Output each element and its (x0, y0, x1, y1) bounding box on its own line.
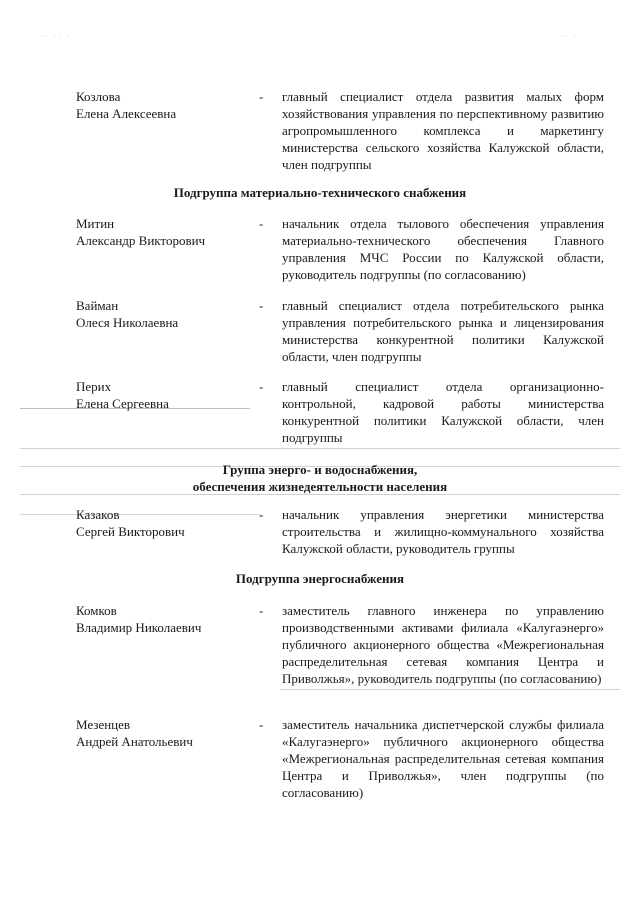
member-role: начальник управления энергетики министерства строительства и жилищно-коммунального хозяйства Калужской области, руководитель группы (282, 507, 604, 556)
member-role: начальник отдела тылового обеспечения управления материально-технического обеспечения Главного управления МЧС России по Калужской области, руководитель подгруппы (по согласованию) (282, 216, 604, 282)
member-name: Казаков Сергей Викторович (76, 507, 185, 539)
separator-dash: - (259, 507, 264, 522)
separator-dash: - (259, 717, 264, 732)
separator-dash: - (259, 298, 264, 313)
member-name: Козлова Елена Алексеевна (76, 89, 177, 121)
member-name: Перих Елена Сергеевна (76, 379, 169, 411)
member-name: Вайман Олеся Николаевна (76, 298, 179, 330)
member-name: Комков Владимир Николаевич (76, 603, 202, 635)
member-role: главный специалист отдела потребительского рынка управления потребительского рынка и лицензирования министерства конкурентной политики Калужской области, член подгруппы (282, 298, 604, 364)
scan-noise: ·· · (560, 32, 578, 41)
separator-dash: - (259, 216, 264, 231)
member-role: главный специалист отдела организационно-контрольной, кадровой работы министерства конкурентной политики Калужской области, член подгруппы (282, 379, 604, 445)
subgroup-heading: Подгруппа материально-технического снабжения (173, 185, 467, 200)
separator-dash: - (259, 379, 264, 394)
member-role: заместитель начальника диспетчерской службы филиала «Калугаэнерго» публичного акционерного общества «Межрегиональная распределительная сетевая компания Центра и Приволжья», член подгруппы (по согласованию) (282, 717, 604, 800)
separator-dash: - (259, 603, 264, 618)
scan-noise: ·· ·· · (40, 32, 72, 41)
scan-line (20, 448, 620, 449)
scan-line (280, 689, 620, 690)
subgroup-heading: Подгруппа энергоснабжения (235, 571, 405, 586)
member-role: заместитель главного инженера по управлению производственными активами филиала «Калугаэнерго» публичного акционерного общества «Межрегиональная распределительная сетевая компания Центра и Приволжья», руководитель подгруппы (по согласованию) (282, 603, 604, 686)
member-name: Митин Александр Викторович (76, 216, 206, 248)
separator-dash: - (259, 89, 264, 104)
member-role: главный специалист отдела развития малых форм хозяйствования управления по перспективному развитию агропромышленного комплекса и маркетингу министерства сельского хозяйства Калужской области, член подгруппы (282, 89, 604, 172)
group-heading: Группа энерго- и водоснабжения, обеспечения жизнедеятельности населения (192, 462, 448, 494)
member-name: Мезенцев Андрей Анатольевич (76, 717, 193, 749)
